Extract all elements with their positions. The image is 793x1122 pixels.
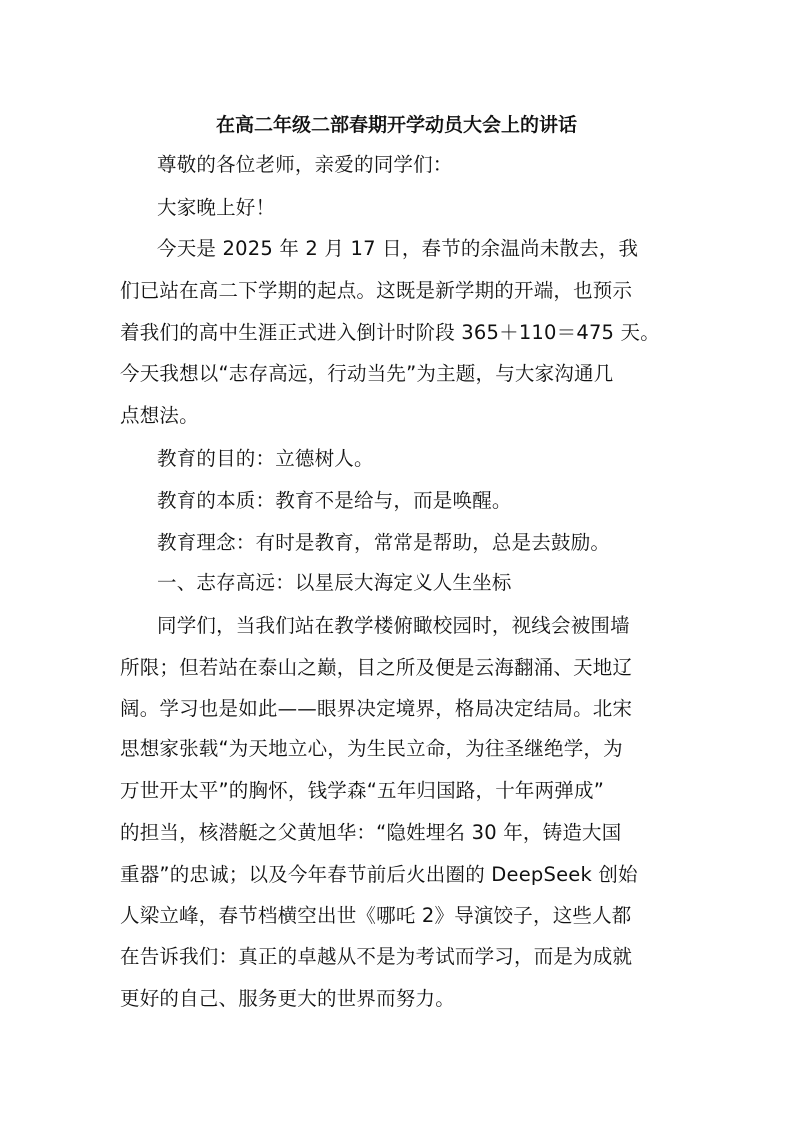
paragraph-line: 今天是 2025 年 2 月 17 日，春节的余温尚未散去，我 — [157, 237, 639, 260]
paragraph-line: 万世开太平”的胸怀，钱学森“五年归国路，十年两弹成” — [120, 779, 605, 802]
paragraph-line: 重器”的忠诚；以及今年春节前后火出圈的 DeepSeek 创始 — [120, 863, 638, 886]
paragraph-line: 们已站在高二下学期的起点。这既是新学期的开端，也预示 — [120, 279, 633, 302]
paragraph-line: 在告诉我们：真正的卓越从不是为考试而学习，而是为成就 — [120, 945, 633, 968]
paragraph-line: 点想法。 — [120, 404, 199, 427]
paragraph-line: 着我们的高中生涯正式进入倒计时阶段 365＋110＝475 天。 — [120, 321, 660, 344]
paragraph-line: 思想家张载“为天地立心，为生民立命，为往圣继绝学，为 — [120, 737, 623, 760]
salutation: 尊敬的各位老师，亲爱的同学们： — [157, 153, 453, 176]
paragraph-line: 人梁立峰，春节档横空出世《哪吒 2》导演饺子，这些人都 — [120, 904, 632, 927]
paragraph-line: 教育的目的：立德树人。 — [157, 447, 374, 470]
paragraph-line: 教育理念：有时是教育，常常是帮助，总是去鼓励。 — [157, 531, 611, 554]
paragraph-line: 的担当，核潜艇之父黄旭华：“隐姓埋名 30 年，铸造大国 — [120, 821, 622, 844]
paragraph-line: 同学们，当我们站在教学楼俯瞰校园时，视线会被围墙 — [157, 614, 630, 637]
section-heading: 一、志存高远：以星辰大海定义人生坐标 — [157, 571, 512, 594]
paragraph-line: 更好的自己、服务更大的世界而努力。 — [120, 987, 455, 1010]
document-title: 在高二年级二部春期开学动员大会上的讲话 — [215, 114, 577, 136]
paragraph-line: 所限；但若站在泰山之巅，目之所及便是云海翻涌、天地辽 — [120, 656, 633, 679]
paragraph-line: 今天我想以“志存高远，行动当先”为主题，与大家沟通几 — [120, 362, 614, 385]
paragraph-line: 教育的本质：教育不是给与，而是唤醒。 — [157, 489, 512, 512]
greeting: 大家晚上好！ — [157, 196, 276, 219]
paragraph-line: 阔。学习也是如此——眼界决定境界，格局决定结局。北宋 — [120, 697, 633, 720]
